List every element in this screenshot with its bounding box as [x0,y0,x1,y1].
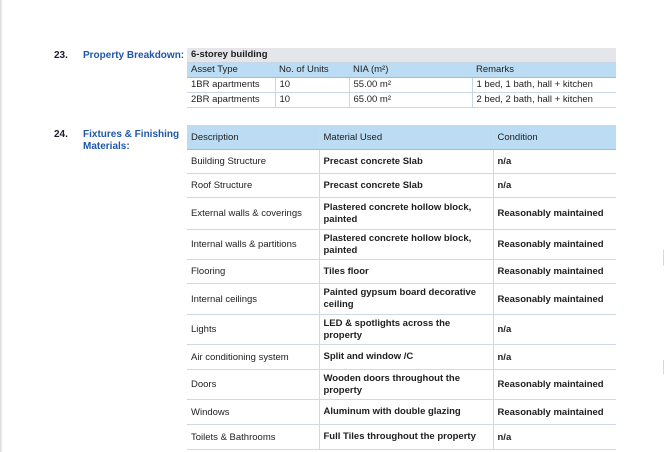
description-cell: Flooring [187,260,319,284]
description-cell: Windows [187,400,319,425]
material-cell: Precast concrete Slab [319,150,493,174]
description-cell: Roof Structure [187,174,319,198]
asset-type-cell: 1BR apartments [187,78,275,93]
description-cell: Internal walls & partitions [187,230,319,260]
description-cell: Toilets & Bathrooms [187,425,319,450]
description-cell: Doors [187,370,319,400]
material-cell: Wooden doors throughout the property [319,370,493,400]
fixtures-finishing-table [187,125,616,450]
condition-cell: n/a [493,425,616,450]
units-cell: 10 [275,78,349,93]
condition-cell: Reasonably maintained [493,370,616,400]
nia-cell: 55.00 m² [349,78,472,93]
table-row [187,284,616,315]
description-cell: Internal ceilings [187,284,319,315]
material-cell: Split and window /C [319,345,493,370]
table-header-row [187,63,616,78]
section-23-title: Property Breakdown: [83,50,185,61]
table-row [187,260,616,284]
material-cell: Precast concrete Slab [319,174,493,198]
condition-cell: Reasonably maintained [493,230,616,260]
table-row [187,150,616,174]
table-row [187,370,616,400]
units-cell: 10 [275,93,349,108]
table-row [187,315,616,345]
header-remarks: Remarks [472,63,616,78]
condition-cell: n/a [493,315,616,345]
header-material-used: Material Used [319,125,493,150]
material-cell: Full Tiles throughout the property [319,425,493,450]
description-cell: Air conditioning system [187,345,319,370]
material-cell: Painted gypsum board decorative ceiling [319,284,493,315]
table-header-row [187,125,616,150]
section-24-title-line2: Materials: [83,141,130,152]
condition-cell: n/a [493,345,616,370]
condition-cell: Reasonably maintained [493,260,616,284]
table-row [187,400,616,425]
page-edge-shadow [0,0,3,452]
table-row [187,345,616,370]
description-cell: Lights [187,315,319,345]
material-cell: Aluminum with double glazing [319,400,493,425]
description-cell: Building Structure [187,150,319,174]
table-caption-row [187,48,616,63]
section-24-title-line1: Fixtures & Finishing [83,129,180,140]
scan-mark [663,360,664,374]
condition-cell: n/a [493,150,616,174]
header-condition: Condition [493,125,616,150]
header-description: Description [187,125,319,150]
table-row [187,198,616,230]
header-asset-type: Asset Type [187,63,275,78]
material-cell: LED & spotlights across the property [319,315,493,345]
property-breakdown-table [187,48,616,108]
table-row [187,230,616,260]
table-row [187,93,616,108]
header-units: No. of Units [275,63,349,78]
building-caption: 6-storey building [187,48,616,63]
table-row [187,425,616,450]
scan-mark [663,250,664,266]
table-row [187,78,616,93]
section-23-number: 23. [54,50,68,61]
condition-cell: Reasonably maintained [493,198,616,230]
section-24-number: 24. [54,129,68,140]
condition-cell: Reasonably maintained [493,284,616,315]
header-nia: NIA (m²) [349,63,472,78]
material-cell: Plastered concrete hollow block, painted [319,230,493,260]
description-cell: External walls & coverings [187,198,319,230]
table-row [187,174,616,198]
condition-cell: n/a [493,174,616,198]
remarks-cell: 2 bed, 2 bath, hall + kitchen [472,93,616,108]
material-cell: Plastered concrete hollow block, painted [319,198,493,230]
nia-cell: 65.00 m² [349,93,472,108]
asset-type-cell: 2BR apartments [187,93,275,108]
condition-cell: Reasonably maintained [493,400,616,425]
material-cell: Tiles floor [319,260,493,284]
remarks-cell: 1 bed, 1 bath, hall + kitchen [472,78,616,93]
